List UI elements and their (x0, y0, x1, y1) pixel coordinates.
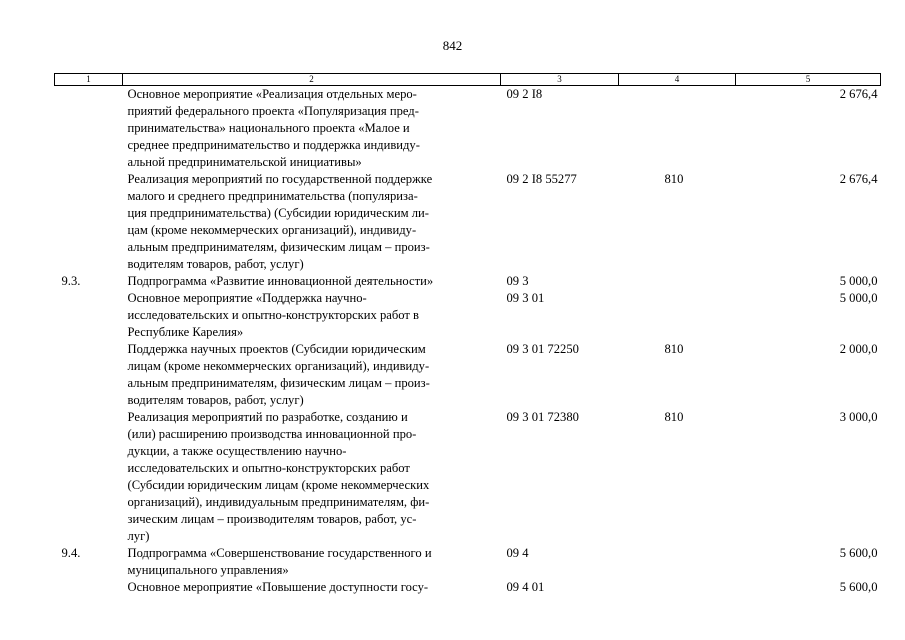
row-name-line: зическим лицам – производителям товаров, работ, ус- (127, 512, 417, 526)
table-row (55, 341, 881, 409)
row-name-line: среднее предпринимательство и поддержка индивиду- (127, 138, 420, 152)
table-row (55, 86, 881, 172)
column-header-4: 4 (619, 74, 736, 86)
row-number: 9.3. (61, 274, 81, 288)
row-code: 09 3 01 72380 (506, 410, 579, 424)
row-amount: 2 676,4 (839, 87, 878, 101)
row-amount: 3 000,0 (839, 410, 878, 424)
row-expense-type: 810 (664, 172, 684, 186)
table-row (55, 171, 881, 273)
table-row (55, 409, 881, 545)
row-amount: 5 000,0 (839, 274, 878, 288)
row-name-line: организаций), индивидуальным предпринимателям, фи- (127, 495, 430, 509)
table-row (55, 273, 881, 290)
column-header-5: 5 (736, 74, 881, 86)
row-name (123, 273, 501, 290)
row-amount: 2 000,0 (839, 342, 878, 356)
row-expense-type (619, 273, 736, 290)
row-number (55, 341, 123, 409)
row-name-line: луг) (127, 529, 150, 543)
table-row (55, 579, 881, 596)
row-code: 09 3 (506, 274, 529, 288)
row-amount: 5 600,0 (839, 580, 878, 594)
row-name-line: приятий федерального проекта «Популяризация пред- (127, 104, 419, 118)
row-expense-type (619, 290, 736, 341)
row-number (55, 171, 123, 273)
row-name-line: водителям товаров, работ, услуг) (127, 393, 304, 407)
row-number: 9.4. (61, 546, 81, 560)
row-expense-type: 810 (664, 342, 684, 356)
row-name-line: Основное мероприятие «Реализация отдельных меро- (127, 87, 417, 101)
row-amount: 5 000,0 (839, 291, 878, 305)
row-name-line: ция предпринимательства) (Субсидии юридическим ли- (127, 206, 429, 220)
row-name-line: (или) расширению производства инновационной про- (127, 427, 417, 441)
row-name-line: муниципального управления» (127, 563, 289, 577)
table-header (55, 74, 881, 86)
row-name-line: Реализация мероприятий по государственной поддержке (127, 172, 433, 186)
row-name-line: исследовательских и опытно-конструкторских работ в (127, 308, 420, 322)
row-code: 09 4 01 (506, 580, 545, 594)
row-expense-type (619, 579, 736, 596)
row-name-line: Республике Карелия» (127, 325, 244, 339)
row-name (123, 86, 501, 172)
budget-table (54, 73, 881, 596)
row-name (123, 341, 501, 409)
table-body (55, 86, 881, 597)
row-name-line: малого и среднего предпринимательства (популяриза- (127, 189, 418, 203)
row-number (55, 86, 123, 172)
page-number: 842 (442, 38, 463, 53)
row-name (123, 579, 501, 596)
row-amount: 5 600,0 (839, 546, 878, 560)
row-number (55, 290, 123, 341)
row-code: 09 2 I8 (506, 87, 543, 101)
row-expense-type: 810 (664, 410, 684, 424)
row-name-line: цам (кроме некоммерческих организаций), индивиду- (127, 223, 417, 237)
row-name (123, 545, 501, 579)
row-name-line: дукции, а также осуществлению научно- (127, 444, 347, 458)
row-name-line: (Субсидии юридическим лицам (кроме некоммерческих (127, 478, 430, 492)
column-header-1: 1 (55, 74, 123, 86)
row-name-line: лицам (кроме некоммерческих организаций), индивиду- (127, 359, 430, 373)
row-name-line: Основное мероприятие «Поддержка научно- (127, 291, 367, 305)
column-header-2: 2 (123, 74, 501, 86)
row-code: 09 3 01 (506, 291, 545, 305)
row-expense-type (619, 86, 736, 172)
row-name (123, 290, 501, 341)
row-code: 09 2 I8 55277 (506, 172, 577, 186)
row-name (123, 171, 501, 273)
row-name-line: Поддержка научных проектов (Субсидии юридическим (127, 342, 426, 356)
row-name-line: Подпрограмма «Развитие инновационной деятельности» (127, 274, 434, 288)
row-name-line: принимательства» национального проекта «Малое и (127, 121, 410, 135)
row-name-line: альным предпринимателям, физическим лицам – произ- (127, 240, 430, 254)
table-row (55, 290, 881, 341)
row-name-line: Подпрограмма «Совершенствование государственного и (127, 546, 432, 560)
row-name-line: Реализация мероприятий по разработке, созданию и (127, 410, 408, 424)
table-row (55, 545, 881, 579)
row-code: 09 3 01 72250 (506, 342, 579, 356)
row-amount: 2 676,4 (839, 172, 878, 186)
row-number (55, 579, 123, 596)
row-number (55, 409, 123, 545)
header-row (55, 74, 881, 86)
row-name-line: Основное мероприятие «Повышение доступности госу- (127, 580, 429, 594)
row-name-line: водителям товаров, работ, услуг) (127, 257, 304, 271)
row-code: 09 4 (506, 546, 529, 560)
column-header-3: 3 (501, 74, 619, 86)
row-name-line: исследовательских и опытно-конструкторских работ (127, 461, 410, 475)
row-name-line: альным предпринимателям, физическим лицам – произ- (127, 376, 430, 390)
row-expense-type (619, 545, 736, 579)
row-name-line: альной предпринимательской инициативы» (127, 155, 362, 169)
row-name (123, 409, 501, 545)
